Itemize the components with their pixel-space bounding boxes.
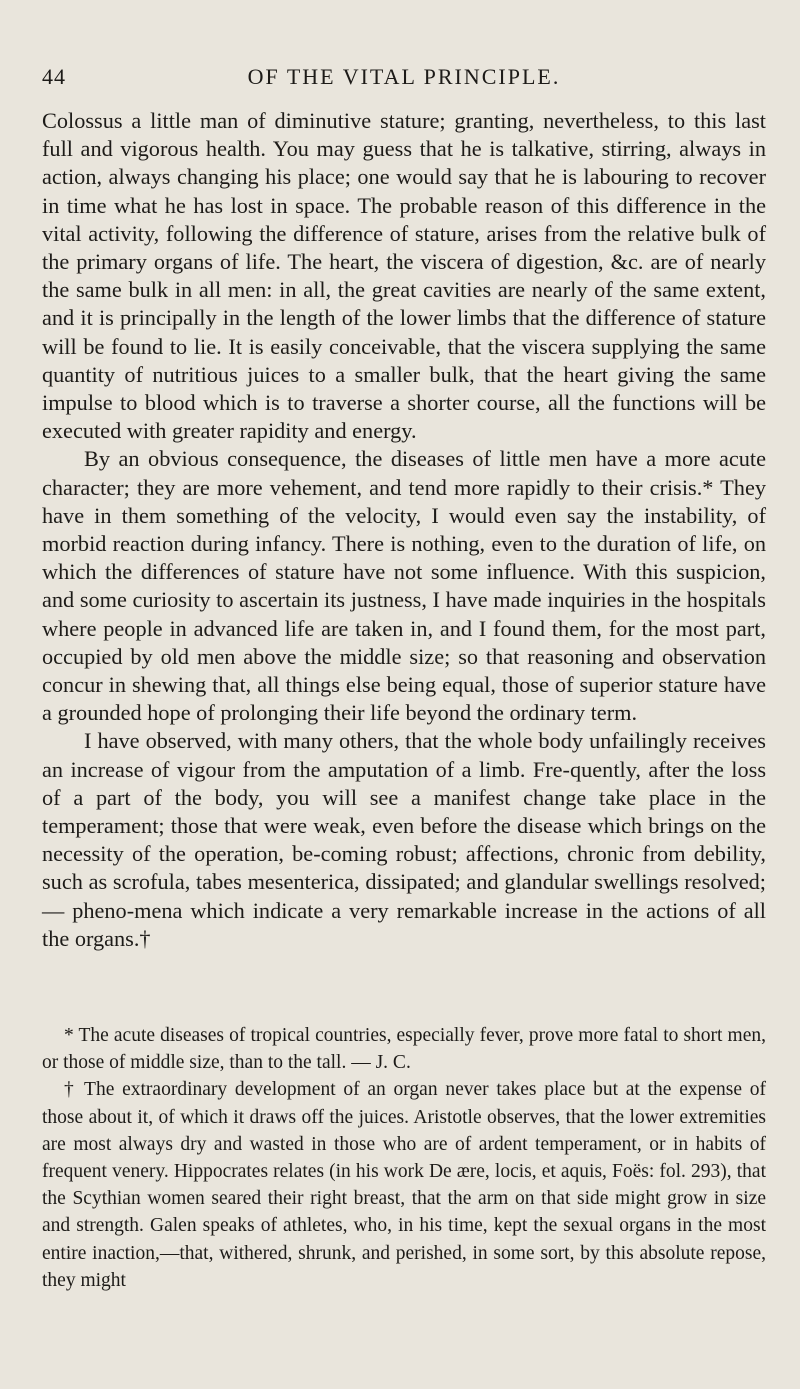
- running-title: OF THE VITAL PRINCIPLE.: [247, 64, 561, 89]
- main-text: [42, 107, 766, 953]
- paragraph-1: Colossus a little man of diminutive stature; granting, nevertheless, to this last full and vigorous health. You may guess that he is talkative, stirring, always in action, always changing his place; one would say that he is labouring to recover in time what he has lost in space. The probable reason of this difference in the vital activity, following the difference of stature, arises from the relative bulk of the primary organs of life. The heart, the viscera of digestion, &c. are of nearly the same bulk in all men: in all, the great cavities are nearly of the same extent, and it is principally in the length of the lower limbs that the difference of stature will be found to lie. It is easily conceivable, that the viscera supplying the same quantity of nutritious juices to a smaller bulk, that the heart giving the same impulse to blood which is to traverse a shorter course, all the functions will be executed with greater rapidity and energy.: [42, 108, 766, 444]
- footnote-1: * The acute diseases of tropical countries, especially fever, prove more fatal to short men, or those of middle size, than to the tall. — J. C.: [42, 1025, 766, 1074]
- page-header: [42, 64, 766, 90]
- page-number: 44: [42, 64, 66, 89]
- footnotes: [42, 1022, 766, 1294]
- paragraph-2: By an obvious consequence, the diseases of little men have a more acute character; they are more vehement, and tend more rapidly to their crisis.* They have in them something of the velocity, I would even say the instability, of morbid reaction during infancy. There is nothing, even to the duration of life, on which the differences of stature have not some influence. With this suspicion, and some curiosity to ascertain its justness, I have made inquiries in the hospitals where people in advanced life are taken in, and I found them, for the most part, occupied by old men above the middle size; so that reasoning and observation concur in shewing that, all things else being equal, those of superior stature have a grounded hope of prolonging their life beyond the ordinary term.: [42, 446, 766, 726]
- footnote-2: † The extraordinary development of an organ never takes place but at the expense of those about it, of which it draws off the juices. Aristotle observes, that the lower extremities are most always dry and wasted in those who are of ardent temperament, or in habits of frequent venery. Hippocrates relates (in his work De ære, locis, et aquis, Foës: fol. 293), that the Scythian women seared their right breast, that the arm on that side might grow in size and strength. Galen speaks of athletes, who, in his time, kept the sexual organs in the most entire inaction,—that, withered, shrunk, and perished, in some sort, by this absolute repose, they might: [42, 1079, 766, 1291]
- paragraph-3: I have observed, with many others, that the whole body unfailingly receives an increase of vigour from the amputation of a limb. Fre-quently, after the loss of a part of the body, you will see a manifest change take place in the temperament; those that were weak, even before the disease which brings on the necessity of the operation, be-coming robust; affections, chronic from debility, such as scrofula, tabes mesenterica, dissipated; and glandular swellings resolved; — pheno-mena which indicate a very remarkable increase in the actions of all the organs.†: [42, 728, 766, 951]
